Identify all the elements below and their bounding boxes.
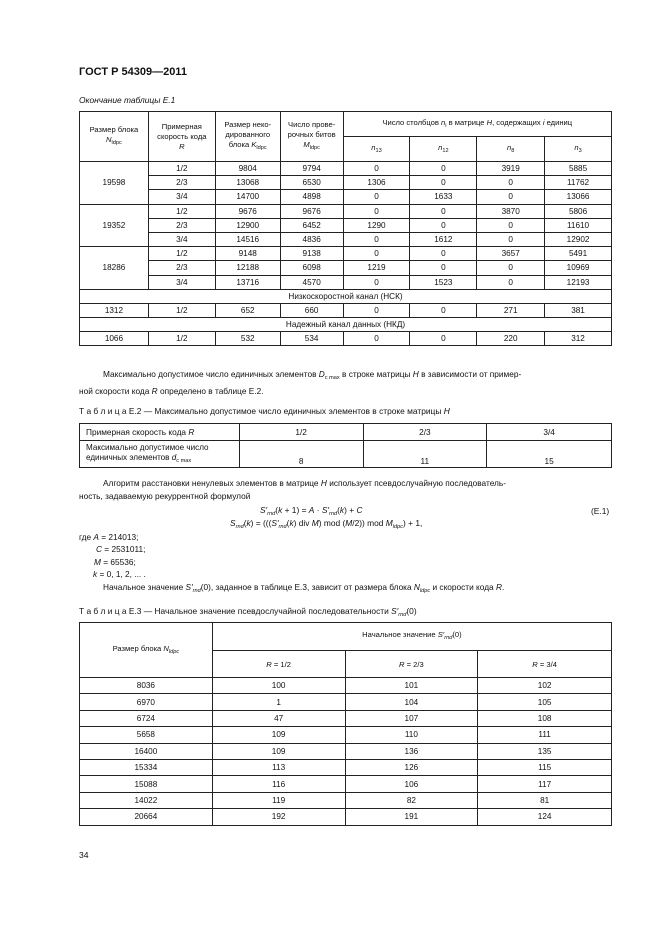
table-cell: 1633	[410, 190, 477, 204]
table-cell: 106	[345, 776, 478, 792]
formula-number: (Е.1)	[591, 506, 610, 516]
table-cell: 1/2	[148, 247, 215, 261]
table-cell: 0	[343, 247, 410, 261]
document-header: ГОСТ Р 54309—2011	[79, 66, 187, 78]
t2-rate: 1/2	[239, 424, 363, 441]
table-cell: 1066	[80, 332, 149, 346]
formula-srnd: $S_{rnd}(k) = (((S'_{rnd}(k)$ div M) mod (M/2)) mod $M_{ldpc}) + 1$,	[230, 518, 423, 530]
table-cell: 532	[215, 332, 280, 346]
table-cell: 6098	[280, 261, 343, 275]
section-title: Низкоскоростной канал (НСК)	[80, 289, 612, 303]
table-cell: 14022	[80, 792, 213, 808]
table-cell: 4570	[280, 275, 343, 289]
table-row	[80, 776, 612, 792]
table-cell: 110	[345, 727, 478, 743]
where-k: k = 0, 1, 2, ... .	[93, 569, 146, 579]
t2-max-value: 8	[239, 441, 363, 468]
table-cell: 0	[477, 275, 545, 289]
table-cell: 1/2	[148, 204, 215, 218]
table-row	[80, 759, 612, 775]
table-row	[80, 332, 612, 346]
table-cell: 0	[410, 204, 477, 218]
table-cell: 12902	[545, 232, 612, 246]
table-e1	[79, 111, 612, 346]
table-cell: 104	[345, 694, 478, 710]
table-cell: 0	[410, 247, 477, 261]
table-cell: 12188	[215, 261, 280, 275]
table-cell: 0	[343, 232, 410, 246]
table-row	[80, 162, 612, 176]
table-cell: 0	[410, 218, 477, 232]
table-e3	[79, 622, 612, 826]
table-cell: 0	[477, 261, 545, 275]
table-cell: 4836	[280, 232, 343, 246]
table-cell: 116	[212, 776, 345, 792]
table-row	[80, 710, 612, 726]
t3-header-r12: R = 1/2	[212, 651, 345, 678]
table-cell: 119	[212, 792, 345, 808]
table-cell: 111	[478, 727, 612, 743]
table-cell: 9676	[215, 204, 280, 218]
table-cell: 1612	[410, 232, 477, 246]
table-cell: 6724	[80, 710, 213, 726]
table-cell: 220	[477, 332, 545, 346]
table-cell: 6530	[280, 176, 343, 190]
table-cell: 3657	[477, 247, 545, 261]
t2-rate: 3/4	[487, 424, 612, 441]
cell-block-size: 19598	[80, 162, 149, 205]
table-cell: 136	[345, 743, 478, 759]
table-row	[80, 678, 612, 694]
where-m: M = 65536;	[94, 557, 136, 567]
header-n12: $n_{12}$	[410, 137, 477, 162]
table-cell: 14700	[215, 190, 280, 204]
table-row	[80, 743, 612, 759]
table-cell: 1290	[343, 218, 410, 232]
table-cell: 107	[345, 710, 478, 726]
cell-block-size: 19352	[80, 204, 149, 247]
t2-max-value: 11	[363, 441, 487, 468]
table-cell: 312	[545, 332, 612, 346]
table-row	[80, 792, 612, 808]
t2-max-value: 15	[487, 441, 612, 468]
table-cell: 82	[345, 792, 478, 808]
table-cell: 9804	[215, 162, 280, 176]
where-c: C = 2531011;	[96, 544, 146, 554]
table-row	[80, 275, 612, 289]
table-cell: 12900	[215, 218, 280, 232]
table-cell: 14516	[215, 232, 280, 246]
table-cell: 0	[410, 176, 477, 190]
table-cell: 0	[477, 218, 545, 232]
table-cell: 3/4	[148, 275, 215, 289]
table-cell: 12193	[545, 275, 612, 289]
section-title: Надежный канал данных (НКД)	[80, 318, 612, 332]
table-e1-caption: Окончание таблицы Е.1	[79, 95, 176, 105]
paragraph-initial-value: Начальное значение $S'_{rnd}(0)$, заданное в таблице Е.3, зависит от размера блока $N_{ldpc}$ и скорости кода R.	[103, 582, 505, 594]
table-cell: 0	[477, 190, 545, 204]
table-row	[80, 809, 612, 825]
table-cell: 1523	[410, 275, 477, 289]
table-cell: 117	[478, 776, 612, 792]
table-cell: 135	[478, 743, 612, 759]
table-cell: 5491	[545, 247, 612, 261]
table-cell: 0	[343, 162, 410, 176]
table-cell: 5658	[80, 727, 213, 743]
table-cell: 81	[478, 792, 612, 808]
table-row	[80, 261, 612, 275]
table-row	[80, 218, 612, 232]
table-cell: 15088	[80, 776, 213, 792]
table-cell: 534	[280, 332, 343, 346]
table-cell: 4898	[280, 190, 343, 204]
table-cell: 660	[280, 303, 343, 317]
t3-header-initial: Начальное значение $S'_{rnd}(0)$	[212, 623, 611, 651]
table-cell: 2/3	[148, 176, 215, 190]
t3-header-r34: R = 3/4	[478, 651, 612, 678]
table-cell: 5806	[545, 204, 612, 218]
table-cell: 5885	[545, 162, 612, 176]
table-cell: 16400	[80, 743, 213, 759]
formula-recurrence: $S'_{rnd}(k + 1) = A \cdot S'_{rnd}(k) + C$	[260, 505, 363, 517]
t2-rate: 2/3	[363, 424, 487, 441]
table-cell: 15334	[80, 759, 213, 775]
table-cell: 1/2	[148, 303, 215, 317]
table-cell: 8036	[80, 678, 213, 694]
header-n13: $n_{13}$	[343, 137, 410, 162]
table-cell: 1/2	[148, 162, 215, 176]
table-row	[80, 232, 612, 246]
table-cell: 10969	[545, 261, 612, 275]
table-cell: 1219	[343, 261, 410, 275]
header-check-bits: Число прове- рочных битов $M_{ldpc}$	[280, 112, 343, 162]
table-cell: 20664	[80, 809, 213, 825]
section-row	[80, 289, 612, 303]
table-cell: 109	[212, 743, 345, 759]
table-row	[80, 727, 612, 743]
table-cell: 0	[343, 190, 410, 204]
table-cell: 1312	[80, 303, 149, 317]
t2-rate-label: Примерная скорость кода R	[80, 424, 240, 441]
table-cell: 47	[212, 710, 345, 726]
table-e2	[79, 423, 612, 468]
table-e2-caption: Т а б л и ц а Е.2 — Максимально допустимое число единичных элементов в строке матрицы H	[79, 406, 450, 416]
table-cell: 2/3	[148, 261, 215, 275]
table-cell: 3/4	[148, 190, 215, 204]
table-cell: 102	[478, 678, 612, 694]
table-cell: 0	[477, 232, 545, 246]
table-cell: 381	[545, 303, 612, 317]
table-cell: 9148	[215, 247, 280, 261]
where-a: где A = 214013;	[79, 532, 139, 542]
paragraph-algorithm: Алгоритм расстановки ненулевых элементов в матрице H использует псевдослучайную последователь- ность, задаваемую рекуррентной формулой	[79, 478, 506, 501]
table-cell: 6970	[80, 694, 213, 710]
table-e3-caption: Т а б л и ц а Е.3 — Начальное значение псевдослучайной последовательности $S'_{rnd}(0)$	[79, 606, 417, 618]
table-cell: 115	[478, 759, 612, 775]
table-cell: 1/2	[148, 332, 215, 346]
table-cell: 0	[343, 275, 410, 289]
t3-header-block: Размер блока $N_{ldpc}$	[80, 623, 213, 678]
table-cell: 6452	[280, 218, 343, 232]
table-row	[80, 303, 612, 317]
table-row	[80, 176, 612, 190]
header-columns-count: Число столбцов $n_i$ в матрице H, содержащих i единиц	[343, 112, 611, 137]
table-cell: 13066	[545, 190, 612, 204]
table-cell: 9794	[280, 162, 343, 176]
section-row	[80, 318, 612, 332]
cell-block-size: 18286	[80, 247, 149, 290]
table-cell: 0	[410, 332, 477, 346]
table-cell: 13716	[215, 275, 280, 289]
table-cell: 105	[478, 694, 612, 710]
header-block-size: Размер блока $N_{ldpc}$	[80, 112, 149, 162]
table-cell: 109	[212, 727, 345, 743]
table-cell: 9676	[280, 204, 343, 218]
table-cell: 1306	[343, 176, 410, 190]
table-cell: 271	[477, 303, 545, 317]
header-info-size: Размер неко- дированного блока $K_{ldpc}$	[215, 112, 280, 162]
page-number: 34	[79, 850, 89, 860]
header-n3: $n_3$	[545, 137, 612, 162]
paragraph-dcmax: Максимально допустимое число единичных элементов $D_{c max}$ в строке матрицы H в зависимости от пример- ной скорости кода R определено в таблице Е.2.	[79, 369, 522, 396]
table-cell: 652	[215, 303, 280, 317]
table-cell: 0	[410, 261, 477, 275]
table-cell: 191	[345, 809, 478, 825]
table-cell: 3919	[477, 162, 545, 176]
table-row	[80, 247, 612, 261]
table-cell: 0	[343, 204, 410, 218]
t2-max-label: Максимально допустимое число единичных элементов $d_{c max}$	[80, 441, 240, 468]
table-cell: 101	[345, 678, 478, 694]
table-cell: 108	[478, 710, 612, 726]
table-cell: 0	[410, 303, 477, 317]
table-cell: 0	[343, 332, 410, 346]
table-cell: 3/4	[148, 232, 215, 246]
table-cell: 100	[212, 678, 345, 694]
table-cell: 192	[212, 809, 345, 825]
table-cell: 13068	[215, 176, 280, 190]
table-cell: 0	[343, 303, 410, 317]
header-n8: $n_8$	[477, 137, 545, 162]
table-cell: 124	[478, 809, 612, 825]
header-code-rate: Примерная скорость кода R	[148, 112, 215, 162]
table-cell: 113	[212, 759, 345, 775]
t3-header-r23: R = 2/3	[345, 651, 478, 678]
table-cell: 0	[410, 162, 477, 176]
table-cell: 2/3	[148, 218, 215, 232]
table-row	[80, 190, 612, 204]
table-cell: 11610	[545, 218, 612, 232]
table-cell: 11762	[545, 176, 612, 190]
table-cell: 0	[477, 176, 545, 190]
table-cell: 126	[345, 759, 478, 775]
table-cell: 1	[212, 694, 345, 710]
table-cell: 9138	[280, 247, 343, 261]
table-cell: 3870	[477, 204, 545, 218]
table-row	[80, 694, 612, 710]
table-row	[80, 204, 612, 218]
